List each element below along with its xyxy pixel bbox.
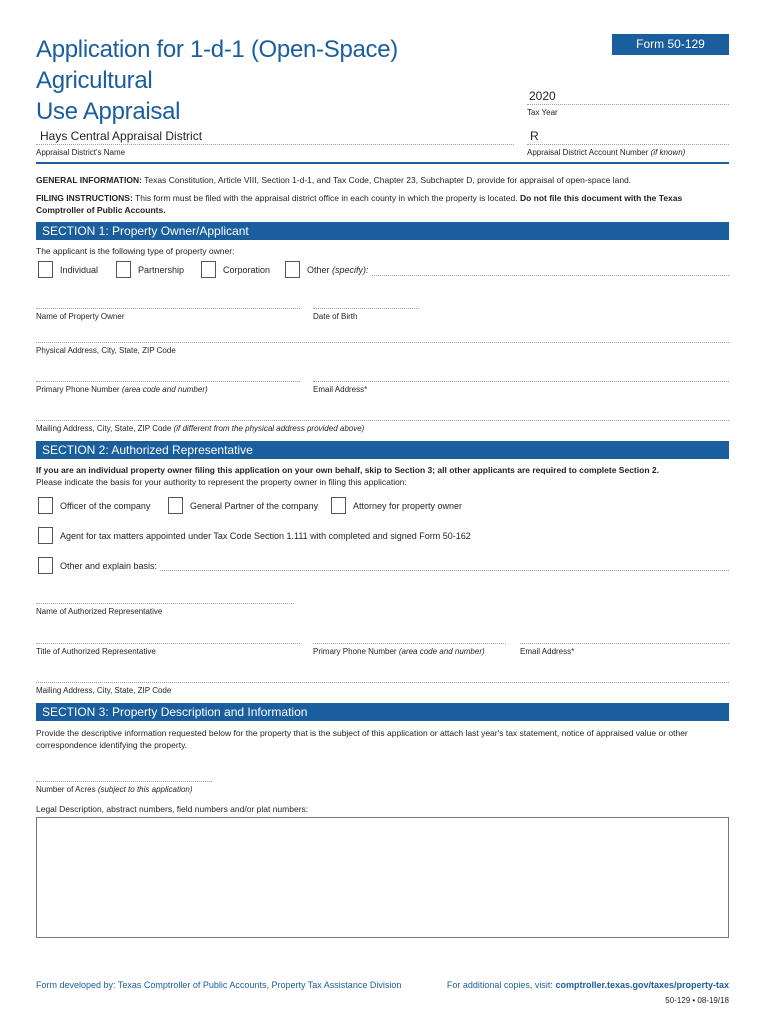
owner-email-label: Email Address* bbox=[313, 385, 368, 394]
form-title bbox=[36, 34, 516, 127]
footer-url-link[interactable]: comptroller.texas.gov/taxes/property-tax bbox=[555, 980, 729, 990]
owner-name-label: Name of Property Owner bbox=[36, 312, 125, 321]
checkbox-other-label: Other (specify): bbox=[307, 265, 369, 275]
physical-address-field[interactable] bbox=[36, 342, 729, 343]
section2-heading: SECTION 2: Authorized Representative bbox=[36, 441, 729, 459]
district-name-label: Appraisal District's Name bbox=[36, 148, 126, 157]
footer-copies: For additional copies, visit: comptroller.texas.gov/taxes/property-tax bbox=[446, 980, 729, 990]
checkbox-general-partner-label: General Partner of the company bbox=[190, 501, 319, 511]
owner-phone-field[interactable] bbox=[36, 381, 300, 382]
owner-phone-label: Primary Phone Number (area code and number) bbox=[36, 385, 208, 394]
rep-mailing-field[interactable] bbox=[36, 682, 729, 683]
owner-mailing-label: Mailing Address, City, State, ZIP Code (if different from the physical address provided above) bbox=[36, 424, 365, 433]
checkbox-other-basis[interactable] bbox=[38, 557, 53, 574]
physical-address-label: Physical Address, City, State, ZIP Code bbox=[36, 346, 176, 355]
checkbox-other[interactable] bbox=[285, 261, 300, 278]
checkbox-attorney[interactable] bbox=[331, 497, 346, 514]
rep-phone-field[interactable] bbox=[313, 643, 506, 644]
district-name-value: Hays Central Appraisal District bbox=[40, 129, 203, 143]
checkbox-general-partner[interactable] bbox=[168, 497, 183, 514]
checkbox-other-basis-label: Other and explain basis: bbox=[60, 561, 158, 571]
section3-intro: Provide the descriptive information requested below for the property that is the subject of this application or attach last year's tax statement, notice of appraised value or other correspondence identifying the property. bbox=[36, 728, 688, 750]
legal-description-label: Legal Description, abstract numbers, field numbers and/or plat numbers: bbox=[36, 804, 309, 814]
rep-email-label: Email Address* bbox=[520, 647, 575, 656]
checkbox-agent[interactable] bbox=[38, 527, 53, 544]
tax-year-field[interactable] bbox=[527, 104, 729, 105]
dob-field[interactable] bbox=[313, 308, 419, 309]
header-divider bbox=[36, 162, 729, 164]
filing-instructions: FILING INSTRUCTIONS: This form must be filed with the appraisal district office in each county in which the property is located. Do not file this document with the Texas Comptroller of Public Accounts. bbox=[36, 193, 683, 215]
checkbox-agent-label: Agent for tax matters appointed under Tax Code Section 1.111 with completed and signed Form 50-162 bbox=[60, 531, 471, 541]
checkbox-individual-label: Individual bbox=[60, 265, 99, 275]
owner-mailing-field[interactable] bbox=[36, 420, 729, 421]
tax-year-value: 2020 bbox=[529, 89, 556, 103]
checkbox-partnership[interactable] bbox=[116, 261, 131, 278]
owner-name-field[interactable] bbox=[36, 308, 300, 309]
rep-title-field[interactable] bbox=[36, 643, 300, 644]
acres-label: Number of Acres (subject to this application) bbox=[36, 785, 193, 794]
dob-label: Date of Birth bbox=[313, 312, 358, 321]
rep-mailing-label: Mailing Address, City, State, ZIP Code bbox=[36, 686, 172, 695]
rep-email-field[interactable] bbox=[520, 643, 729, 644]
footer-form-code: 50-129 • 08-19/18 bbox=[665, 996, 729, 1005]
checkbox-partnership-label: Partnership bbox=[138, 265, 185, 275]
account-number-label: Appraisal District Account Number (if known) bbox=[527, 148, 686, 157]
form-title-line2: Use Appraisal bbox=[36, 98, 181, 125]
checkbox-corporation[interactable] bbox=[201, 261, 216, 278]
form-title-line1: Application for 1-d-1 (Open-Space) Agricultural bbox=[36, 36, 398, 94]
district-name-field[interactable] bbox=[36, 144, 514, 145]
checkbox-officer-label: Officer of the company bbox=[60, 501, 151, 511]
acres-field[interactable] bbox=[36, 781, 212, 782]
section1-heading: SECTION 1: Property Owner/Applicant bbox=[36, 222, 729, 240]
form-number-badge: Form 50-129 bbox=[612, 34, 729, 55]
account-number-value: R bbox=[530, 129, 539, 143]
section3-heading: SECTION 3: Property Description and Information bbox=[36, 703, 729, 721]
section1-intro: The applicant is the following type of property owner: bbox=[36, 246, 235, 256]
other-basis-field[interactable] bbox=[160, 570, 729, 571]
account-number-field[interactable] bbox=[527, 144, 729, 145]
rep-title-label: Title of Authorized Representative bbox=[36, 647, 156, 656]
checkbox-attorney-label: Attorney for property owner bbox=[353, 501, 463, 511]
rep-name-label: Name of Authorized Representative bbox=[36, 607, 163, 616]
checkbox-individual[interactable] bbox=[38, 261, 53, 278]
section2-intro: Please indicate the basis for your authority to represent the property owner in filing this application: bbox=[36, 477, 407, 487]
owner-email-field[interactable] bbox=[313, 381, 729, 382]
tax-year-label: Tax Year bbox=[527, 108, 558, 117]
general-information: GENERAL INFORMATION: Texas Constitution, Article VIII, Section 1-d-1, and Tax Code, Chapter 23, Subchapter D, provide for appraisal of open-space land. bbox=[36, 175, 632, 185]
rep-phone-label: Primary Phone Number (area code and number) bbox=[313, 647, 485, 656]
rep-name-field[interactable] bbox=[36, 603, 294, 604]
other-specify-field[interactable] bbox=[372, 275, 729, 276]
footer-developer: Form developed by: Texas Comptroller of Public Accounts, Property Tax Assistance Division bbox=[36, 980, 402, 990]
section2-intro-bold: If you are an individual property owner filing this application on your own behalf, skip to Section 3; all other applicants are required to complete Section 2. bbox=[36, 465, 659, 475]
checkbox-corporation-label: Corporation bbox=[223, 265, 271, 275]
checkbox-officer[interactable] bbox=[38, 497, 53, 514]
legal-description-textarea[interactable] bbox=[36, 817, 729, 938]
